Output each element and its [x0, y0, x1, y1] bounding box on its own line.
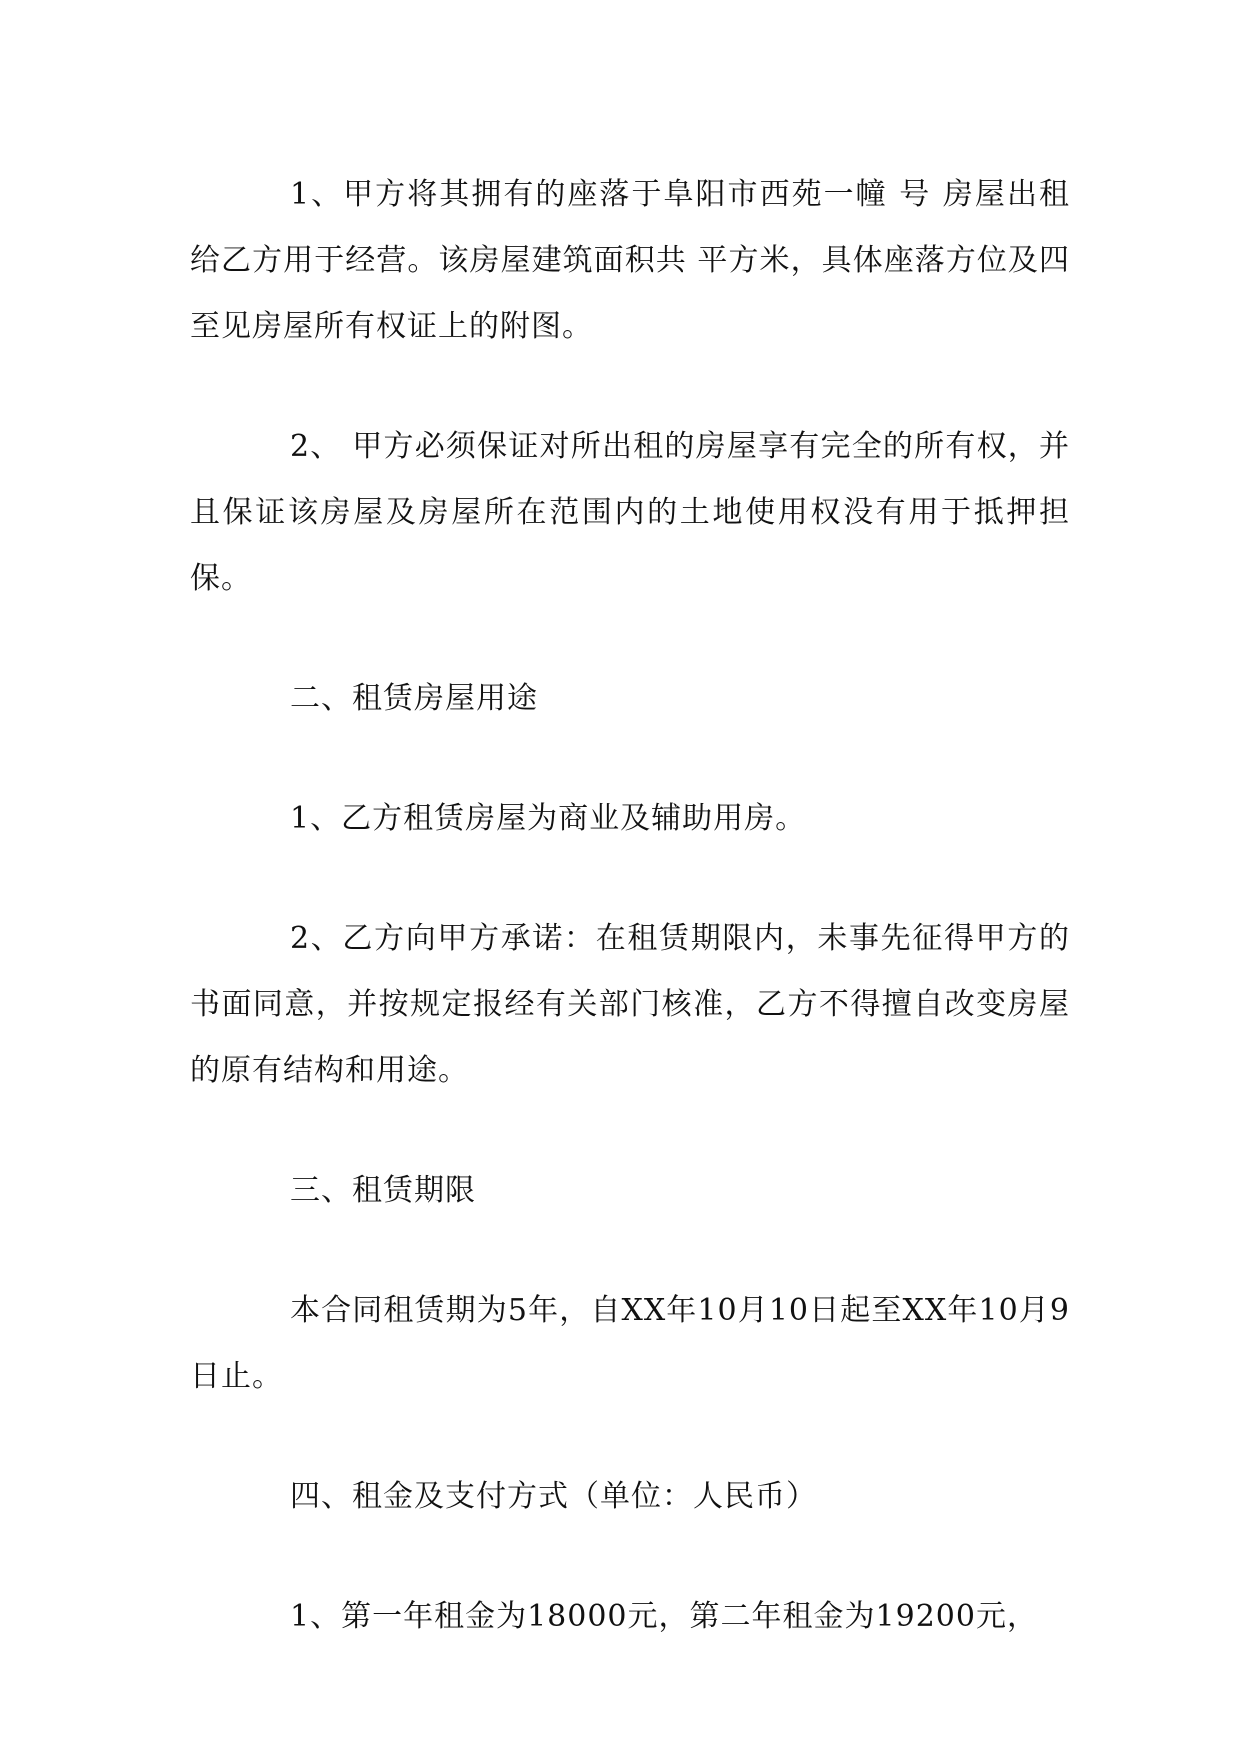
clause-2-1: 1、乙方租赁房屋为商业及辅助用房。: [290, 801, 807, 836]
clause-2-2: 2、乙方向甲方承诺：在租赁期限内，未事先征得甲方的书面同意，并按规定报经有关部门核准，乙方不得擅自改变房屋的原有结构和用途。: [190, 921, 1070, 1088]
clause-1-1: 1、甲方将其拥有的座落于阜阳市西苑一幢 号 房屋出租给乙方用于经营。该房屋建筑面积共 平方米，具体座落方位及四至见房屋所有权证上的附图。: [190, 177, 1070, 344]
section-heading-4: 四、租金及支付方式（单位：人民币）: [290, 1479, 817, 1514]
paragraph-gap: [190, 1530, 1070, 1584]
document-body: [190, 162, 1070, 1650]
paragraph-gap: [190, 1410, 1070, 1464]
section-heading-3: 三、租赁期限: [290, 1173, 476, 1208]
clause-3: 本合同租赁期为5年，自XX年10月10日起至XX年10月9日止。: [190, 1293, 1070, 1394]
paragraph-gap: [190, 732, 1070, 786]
paragraph-gap: [190, 612, 1070, 666]
clause-1-2: 2、 甲方必须保证对所出租的房屋享有完全的所有权，并且保证该房屋及房屋所在范围内的土地使用权没有用于抵押担保。: [190, 429, 1070, 596]
paragraph-gap: [190, 1224, 1070, 1278]
clause-4-1: 1、第一年租金为18000元，第二年租金为19200元，: [290, 1599, 1038, 1634]
section-heading-2: 二、租赁房屋用途: [290, 681, 538, 716]
paragraph-gap: [190, 360, 1070, 414]
paragraph-gap: [190, 1104, 1070, 1158]
paragraph-gap: [190, 852, 1070, 906]
